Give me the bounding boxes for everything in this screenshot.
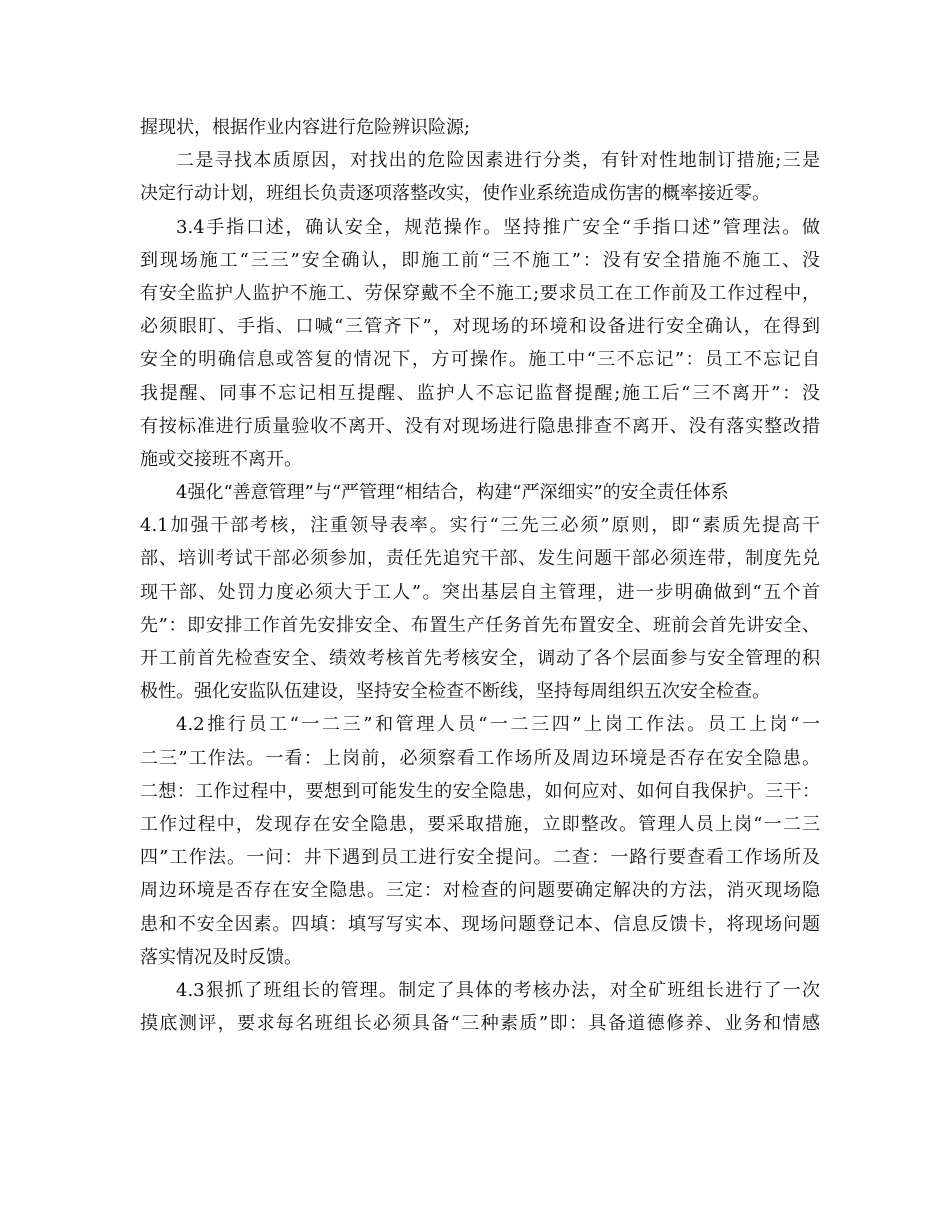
text-line: 到现场施工“三三”安全确认，即施工前“三不施工”：没有安全措施不施工、没 xyxy=(140,249,820,271)
text-line: 4.1加强干部考核，注重领导表率。实行“三先三必须”原则，即“素质先提高干 xyxy=(140,515,820,537)
text-line: 极性。强化安监队伍建设，坚持安全检查不断线，坚持每周组织五次安全检查。 xyxy=(140,681,770,703)
text-line: 四”工作法。一问：井下遇到员工进行安全提问。二查：一路行要查看工作场所及 xyxy=(140,847,820,869)
text-line: 现干部、处罚力度必须大于工人”。突出基层自主管理，进一步明确做到“五个首 xyxy=(140,581,820,603)
text-line: 必须眼盯、手指、口喊“三管齐下”，对现场的环境和设备进行安全确认，在得到 xyxy=(140,316,820,338)
text-line: 握现状，根据作业内容进行危险辨识险源; xyxy=(140,117,471,138)
text-line: 工作过程中，发现存在安全隐患，要采取措施，立即整改。管理人员上岗“一二三 xyxy=(140,813,820,835)
text-line: 周边环境是否存在安全隐患。三定：对检查的问题要确定解决的方法，消灭现场隐 xyxy=(140,880,820,902)
text-line: 决定行动计划，班组长负责逐项落整改实，使作业系统造成伤害的概率接近零。 xyxy=(140,183,770,205)
text-line: 施或交接班不离开。 xyxy=(140,448,302,470)
text-line: 二三”工作法。一看：上岗前，必须察看工作场所及周边环境是否存在安全隐患。 xyxy=(140,747,820,769)
text-line: 开工前首先检查安全、绩效考核首先考核安全，调动了各个层面参与安全管理的积 xyxy=(140,648,820,669)
text-line: 落实情况及时反馈。 xyxy=(140,946,302,968)
text-line: 4.2推行员工“一二三”和管理人员“一二三四”上岗工作法。员工上岗“一 xyxy=(176,714,820,736)
text-line: 4.3狠抓了班组长的管理。制定了具体的考核办法，对全矿班组长进行了一次 xyxy=(176,979,820,1001)
text-line: 我提醒、同事不忘记相互提醒、监护人不忘记监督提醒;施工后“三不离开”：没 xyxy=(140,382,820,404)
text-line: 患和不安全因素。四填：填写写实本、现场问题登记本、信息反馈卡，将现场问题 xyxy=(140,913,820,935)
text-line: 有安全监护人监护不施工、劳保穿戴不全不施工;要求员工在工作前及工作过程中， xyxy=(140,282,820,304)
text-line: 3.4手指口述，确认安全，规范操作。坚持推广安全“手指口述”管理法。做 xyxy=(176,216,820,238)
text-line: 安全的明确信息或答复的情况下，方可操作。施工中“三不忘记”：员工不忘记自 xyxy=(140,349,820,371)
text-line: 先”：即安排工作首先安排安全、布置生产任务首先布置安全、班前会首先讲安全、 xyxy=(140,614,820,636)
text-line: 部、培训考试干部必须参加，责任先追究干部、发生问题干部必须连带，制度先兑 xyxy=(140,548,820,570)
text-line: 摸底测评，要求每名班组长必须具备“三种素质”即：具备道德修养、业务和情感 xyxy=(140,1013,820,1035)
text-line: 二想：工作过程中，要想到可能发生的安全隐患，如何应对、如何自我保护。三干： xyxy=(140,780,820,802)
text-line: 有按标准进行质量验收不离开、没有对现场进行隐患排查不离开、没有落实整改措 xyxy=(140,415,820,437)
text-line: 4强化“善意管理”与“严管理“相结合，构建“严深细实”的安全责任体系 xyxy=(176,482,729,504)
text-line: 二是寻找本质原因，对找出的危险因素进行分类，有针对性地制订措施;三是 xyxy=(176,150,820,172)
document-body xyxy=(140,111,820,1040)
